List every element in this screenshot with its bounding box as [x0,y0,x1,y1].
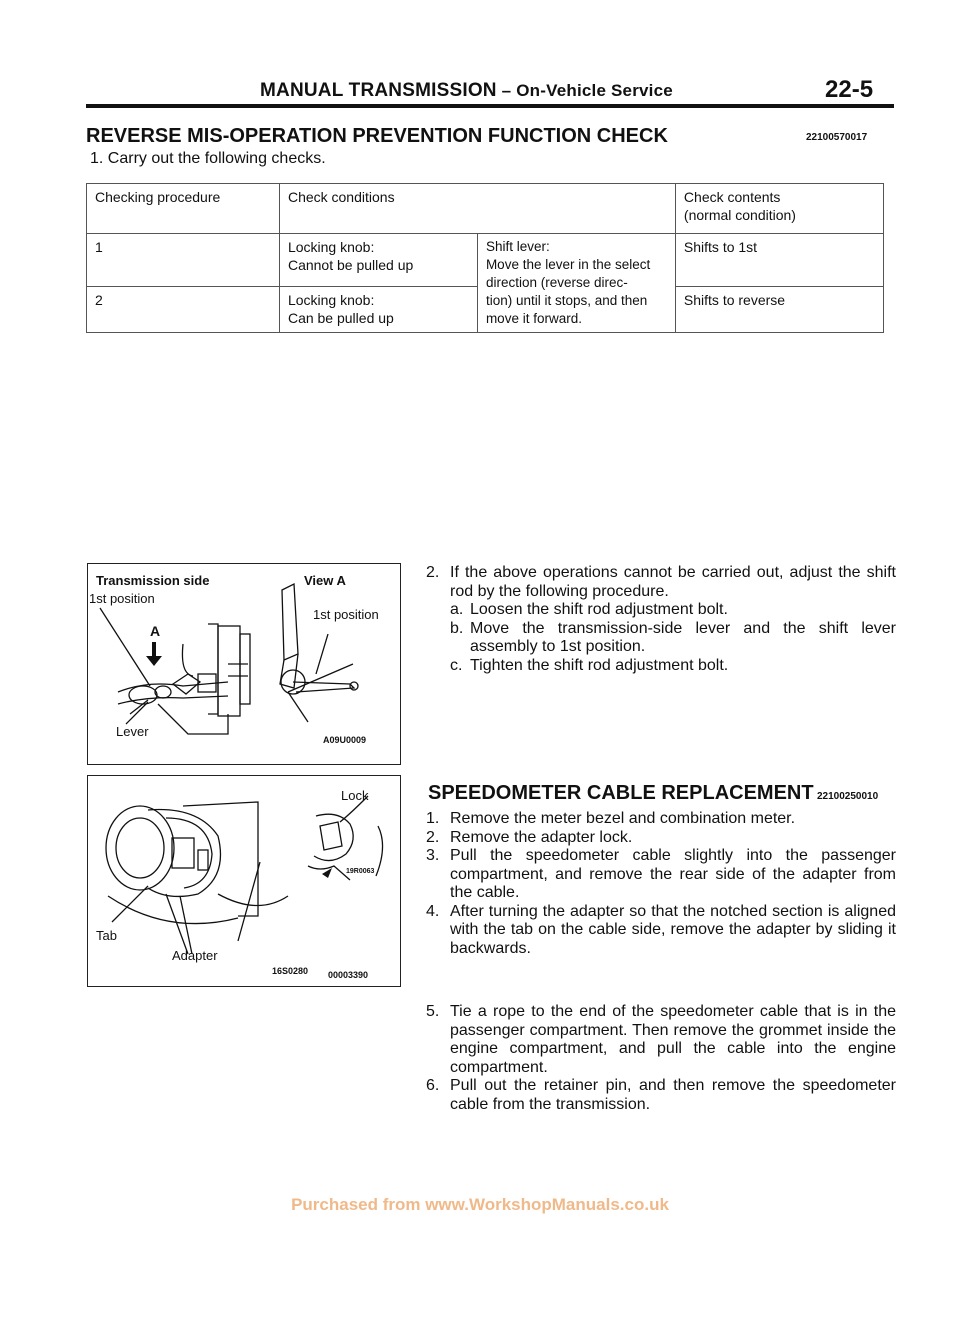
list-item [426,847,896,903]
step-text: Remove the meter bezel and combination meter. [450,810,796,827]
figure1-code: A09U0009 [323,735,367,745]
substep-text: Loosen the shift rod adjustment bolt. [470,601,728,618]
section-title-speedometer: SPEEDOMETER CABLE REPLACEMENT [428,782,814,804]
shift-lever-condition [477,234,675,333]
purchase-footer-link[interactable]: Purchased from www.WorkshopManuals.co.uk [291,1195,669,1214]
row2-knob-l2: Can be pulled up [287,309,394,326]
step-2 [426,564,896,601]
step-text: Pull out the retainer pin, and then remove the speedometer cable from the transmission. [450,1077,896,1113]
header-checking-procedure: Checking procedure [87,184,280,234]
label-view-a: View A [304,573,346,588]
label-transmission-side: Transmission side [96,573,210,588]
substep-a [450,601,896,620]
header-title-main: MANUAL TRANSMISSION [260,80,497,101]
table-row [87,234,884,287]
step-text: Pull the speedometer cable slightly into the passenger compartment, and remove the rear side of the adapter from the cable. [450,847,896,901]
step-1-intro: 1. Carry out the following checks. [90,150,326,167]
bracket-shape [218,626,240,716]
row1-knob-l1: Locking knob: [287,239,375,255]
row1-result: Shifts to 1st [675,234,883,287]
step-text: Tie a rope to the end of the speedometer cable that is in the passenger compartment. Then remove the grommet inside the engine compartment, and pull the cable into the engine compartment. [450,1003,896,1076]
substep-c [450,657,896,676]
step-num: 3. [426,847,440,864]
row1-knob-l2: Cannot be pulled up [287,257,414,273]
row1-procedure: 1 [87,234,280,287]
substep-b [450,620,896,657]
lever-line-2: Move the lever in the select [485,257,651,272]
label-lock: Lock [341,788,369,803]
figure2-inset-code: 19R0063 [346,868,375,875]
check-table [86,183,884,333]
step-num: 6. [426,1077,440,1094]
section-title-reverse-check: REVERSE MIS-OPERATION PREVENTION FUNCTION CHECK [86,125,668,147]
lever-line-4: tion) until it stops, and then [485,293,648,308]
substep-num: c. [450,656,463,674]
step-text: Remove the adapter lock. [450,828,633,846]
step-text: After turning the adapter so that the notched section is aligned with the tab on the cable side, remove the adapter by sliding it backwards. [450,902,896,957]
header-title-sub: – On-Vehicle Service [496,81,673,100]
header-rule [86,104,894,108]
label-tab: Tab [96,928,117,943]
row1-knob [279,234,477,287]
page-number: 22-5 [825,76,874,103]
step-num: 2. [426,564,440,581]
lever-line-1: Shift lever: [485,239,550,254]
table-header-row [87,184,884,234]
figure2-code-right: 00003390 [328,970,369,980]
speedometer-adapter-illustration [88,776,400,986]
list-item [426,1077,896,1114]
substep-text: Move the transmission-side lever and the shift lever assembly to 1st position. [470,619,896,655]
speedometer-steps-1-4 [426,810,896,958]
header-check-contents-l1: Check contents [683,189,781,205]
list-item [426,810,896,829]
step-2-block [426,564,896,675]
list-item [426,829,896,848]
section2-code: 22100250010 [817,791,879,802]
lever-line-5: move it forward. [485,311,582,326]
label-1st-position-right: 1st position [313,607,379,622]
header-check-conditions: Check conditions [279,184,675,234]
step-text: If the above operations cannot be carried out, adjust the shift rod by the following procedure. [450,564,896,600]
figure-shift-lever [87,563,401,765]
running-header-title [260,80,673,102]
list-item [426,903,896,959]
row2-procedure: 2 [87,286,280,332]
step-num: 2. [426,828,440,846]
figure2-code-left: 16S0280 [272,966,309,976]
header-check-contents-l2: (normal condition) [683,207,796,223]
substep-text: Tighten the shift rod adjustment bolt. [470,656,729,674]
header-check-contents [675,184,883,234]
section-code: 22100570017 [806,132,868,143]
lever-line-3: direction (reverse direc- [485,275,628,290]
label-adapter: Adapter [172,948,218,963]
substep-num: a. [450,601,464,618]
row2-result: Shifts to reverse [675,286,883,332]
row2-knob [279,286,477,332]
label-1st-position-left: 1st position [89,591,155,606]
figure-speedometer-adapter [87,775,401,987]
substep-num: b. [450,619,464,637]
row2-knob-l1: Locking knob: [287,291,375,308]
label-marker-a: A [150,623,161,639]
speedometer-steps-5-6 [426,1003,896,1114]
label-lever: Lever [116,724,149,739]
step-num: 4. [426,902,440,920]
step-num: 5. [426,1003,440,1020]
step-num: 1. [426,810,440,827]
list-item [426,1003,896,1077]
